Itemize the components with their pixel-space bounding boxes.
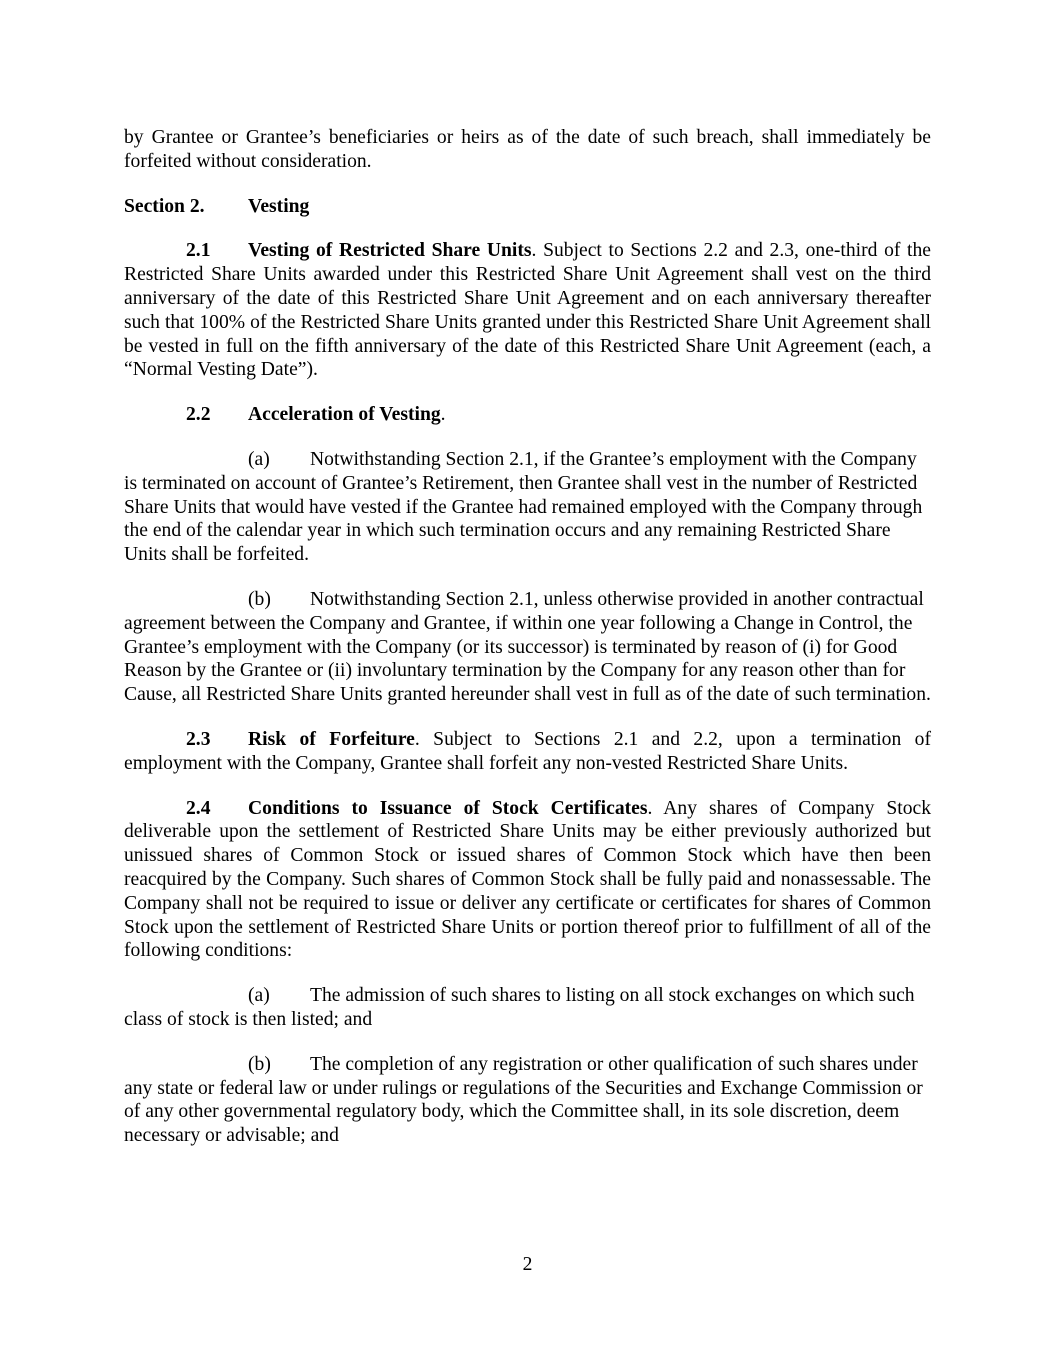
clause-2-2-text: . xyxy=(440,404,446,426)
clause-2-4-a-label: (a) xyxy=(248,985,270,1007)
clause-2-4-heading: Conditions to Issuance of Stock Certificates xyxy=(248,797,648,819)
clause-2-4-b-label: (b) xyxy=(248,1053,271,1075)
clause-2-2-number: 2.2 xyxy=(186,404,211,426)
clause-2-4 xyxy=(124,797,931,964)
page-body xyxy=(124,126,931,1148)
clause-2-1-text: . Subject to Sections 2.2 and 2.3, one-third of the Restricted Share Units awarded under this Restricted Share Unit Agreement shall vest on the third anniversary of the date of this Restricted Share Unit Agreement and on each anniversary thereafter such that 100% of the Restricted Share Units granted under this Restricted Share Unit Agreement shall be vested in full on the fifth anniversary of the date of this Restricted Share Unit Agreement (each, a “Normal Vesting Date”). xyxy=(124,240,931,381)
clause-2-2 xyxy=(124,403,931,427)
clause-2-1-heading: Vesting of Restricted Share Units xyxy=(248,240,532,262)
page-number: 2 xyxy=(522,1254,533,1275)
clause-2-4-b xyxy=(124,1053,931,1148)
section-2-heading xyxy=(124,195,931,219)
clause-2-3-text: . Subject to Sections 2.1 and 2.2, upon a termination of employment with the Company, Grantee shall forfeit any non-vested Restricted Share Units. xyxy=(124,728,931,774)
clause-2-1 xyxy=(124,239,931,382)
clause-2-4-a xyxy=(124,984,931,1032)
intro-paragraph xyxy=(124,126,931,174)
clause-2-2-b xyxy=(124,588,931,707)
clause-2-4-b-text: The completion of any registration or other qualification of such shares under any state or federal law or under rulings or regulations of the Securities and Exchange Commission or of any other governmental regulatory body, which the Committee shall, in its sole discretion, deem necessary or advisable; and xyxy=(124,1053,923,1147)
clause-2-2-a-label: (a) xyxy=(248,448,270,470)
clause-2-4-a-text: The admission of such shares to listing on all stock exchanges on which such class of stock is then listed; and xyxy=(124,985,915,1030)
clause-2-4-text: . Any shares of Company Stock deliverable upon the settlement of Restricted Share Units may be either previously authorized but unissued shares of Common Stock or issued shares of Common Stock which have then been reacquired by the Company. Such shares of Common Stock shall be fully paid and nonassessable. The Company shall not be required to issue or deliver any certificate or certificates for shares of Common Stock upon the settlement of Restricted Share Units or portion thereof prior to fulfillment of all of the following conditions: xyxy=(124,797,931,962)
section-2-number: Section 2. xyxy=(124,195,205,217)
clause-2-3-number: 2.3 xyxy=(186,728,211,750)
clause-2-2-a-text: Notwithstanding Section 2.1, if the Grantee’s employment with the Company is terminated on account of Grantee’s Retirement, then Grantee shall vest in the number of Restricted Share Units that would have vested if the Grantee had remained employed with the Company through the end of the calendar year in which such termination occurs and any remaining Restricted Share Units shall be forfeited. xyxy=(124,448,923,566)
clause-2-2-a xyxy=(124,448,931,567)
clause-2-3 xyxy=(124,728,931,776)
clause-2-2-b-label: (b) xyxy=(248,588,271,610)
section-2-title: Vesting xyxy=(248,195,310,217)
clause-2-2-b-text: Notwithstanding Section 2.1, unless otherwise provided in another contractual agreement between the Company and Grantee, if within one year following a Change in Control, the Grantee’s employment with the Company (or its successor) is terminated by reason of (i) for Good Reason by the Grantee or (ii) involuntary termination by the Company for any reason other than for Cause, all Restricted Share Units granted hereunder shall vest in full as of the date of such termination. xyxy=(124,588,931,706)
intro-text: by Grantee or Grantee’s beneficiaries or heirs as of the date of such breach, shall immediately be forfeited without consideration. xyxy=(124,127,931,172)
clause-2-2-heading: Acceleration of Vesting xyxy=(248,404,441,426)
clause-2-4-number: 2.4 xyxy=(186,797,211,819)
clause-2-3-heading: Risk of Forfeiture xyxy=(248,728,415,750)
clause-2-1-number: 2.1 xyxy=(186,240,211,262)
